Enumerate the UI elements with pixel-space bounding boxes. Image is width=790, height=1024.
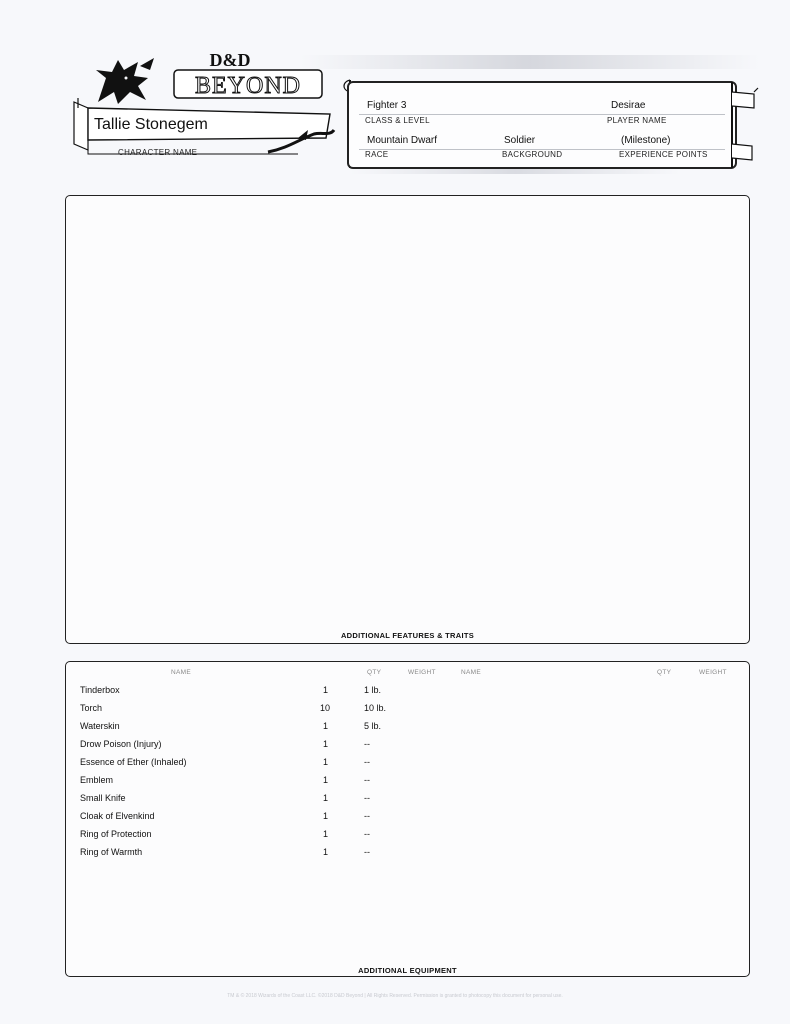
character-info-box: [347, 81, 737, 169]
item-weight: --: [364, 811, 370, 821]
item-weight: --: [364, 757, 370, 767]
equipment-row[interactable]: [66, 829, 749, 847]
equipment-row[interactable]: [66, 721, 749, 739]
item-weight: --: [364, 775, 370, 785]
equipment-row[interactable]: [66, 775, 749, 793]
item-name: Waterskin: [80, 721, 120, 731]
item-name: Ring of Protection: [80, 829, 152, 839]
item-qty: 1: [323, 721, 329, 731]
item-weight: --: [364, 739, 370, 749]
item-weight: 10 lb.: [364, 703, 387, 713]
header-smudge: [300, 55, 760, 69]
item-name: Torch: [80, 703, 103, 713]
equipment-row[interactable]: [66, 847, 749, 865]
item-weight: --: [364, 847, 370, 857]
logo-beyond-text: BEYOND: [195, 73, 301, 99]
equipment-row[interactable]: [66, 703, 749, 721]
equipment-row[interactable]: [66, 757, 749, 775]
col-weight-left: WEIGHT: [408, 669, 436, 676]
equipment-row[interactable]: [66, 739, 749, 757]
player-name-value[interactable]: Desirae: [611, 100, 646, 111]
item-qty: 1: [323, 757, 329, 767]
item-qty: 1: [323, 847, 329, 857]
background-value[interactable]: Soldier: [504, 135, 536, 146]
col-name-right: NAME: [461, 669, 481, 676]
item-name: Ring of Warmth: [80, 847, 143, 857]
equipment-row[interactable]: [66, 811, 749, 829]
item-name: Tinderbox: [80, 685, 120, 695]
character-name-value[interactable]: Tallie Stonegem: [94, 116, 208, 133]
item-qty: 1: [323, 739, 329, 749]
features-traits-title: ADDITIONAL FEATURES & TRAITS: [340, 631, 475, 640]
col-qty-right: QTY: [657, 669, 672, 676]
experience-value[interactable]: (Milestone): [621, 135, 671, 146]
class-level-label: CLASS & LEVEL: [365, 116, 430, 125]
class-level-value[interactable]: Fighter 3: [367, 100, 407, 111]
item-name: Drow Poison (Injury): [80, 739, 162, 749]
player-name-label: PLAYER NAME: [607, 116, 667, 125]
item-name: Essence of Ether (Inhaled): [80, 757, 187, 767]
equipment-title: ADDITIONAL EQUIPMENT: [358, 966, 457, 975]
item-weight: 5 lb.: [364, 721, 382, 731]
item-name: Cloak of Elvenkind: [80, 811, 155, 821]
race-value[interactable]: Mountain Dwarf: [367, 135, 438, 146]
item-qty: 1: [323, 811, 329, 821]
item-qty: 1: [323, 793, 329, 803]
equipment-row[interactable]: [66, 685, 749, 703]
item-weight: --: [364, 829, 370, 839]
item-qty: 1: [323, 775, 329, 785]
scroll-right-end: [726, 78, 760, 170]
item-name: Small Knife: [80, 793, 126, 803]
col-weight-right: WEIGHT: [699, 669, 727, 676]
item-name: Emblem: [80, 775, 114, 785]
item-weight: --: [364, 793, 370, 803]
item-qty: 10: [320, 703, 331, 713]
equipment-row[interactable]: [66, 793, 749, 811]
col-name-left: NAME: [171, 669, 191, 676]
experience-label: EXPERIENCE POINTS: [619, 150, 708, 159]
features-traits-panel[interactable]: [65, 195, 750, 644]
background-label: BACKGROUND: [502, 150, 563, 159]
equipment-panel: [65, 661, 750, 977]
col-qty-left: QTY: [367, 669, 382, 676]
item-qty: 1: [323, 685, 329, 695]
item-weight: 1 lb.: [364, 685, 382, 695]
logo-dnd-text: D&D: [209, 50, 251, 70]
race-label: RACE: [365, 150, 389, 159]
legal-footer: TM & © 2018 Wizards of the Coast LLC. ©2018 D&D Beyond | All Rights Reserved. Permission is granted to photocopy this document for personal use.: [227, 993, 563, 999]
item-qty: 1: [323, 829, 329, 839]
character-name-label: CHARACTER NAME: [118, 148, 198, 157]
info-divider-top: [359, 114, 725, 115]
